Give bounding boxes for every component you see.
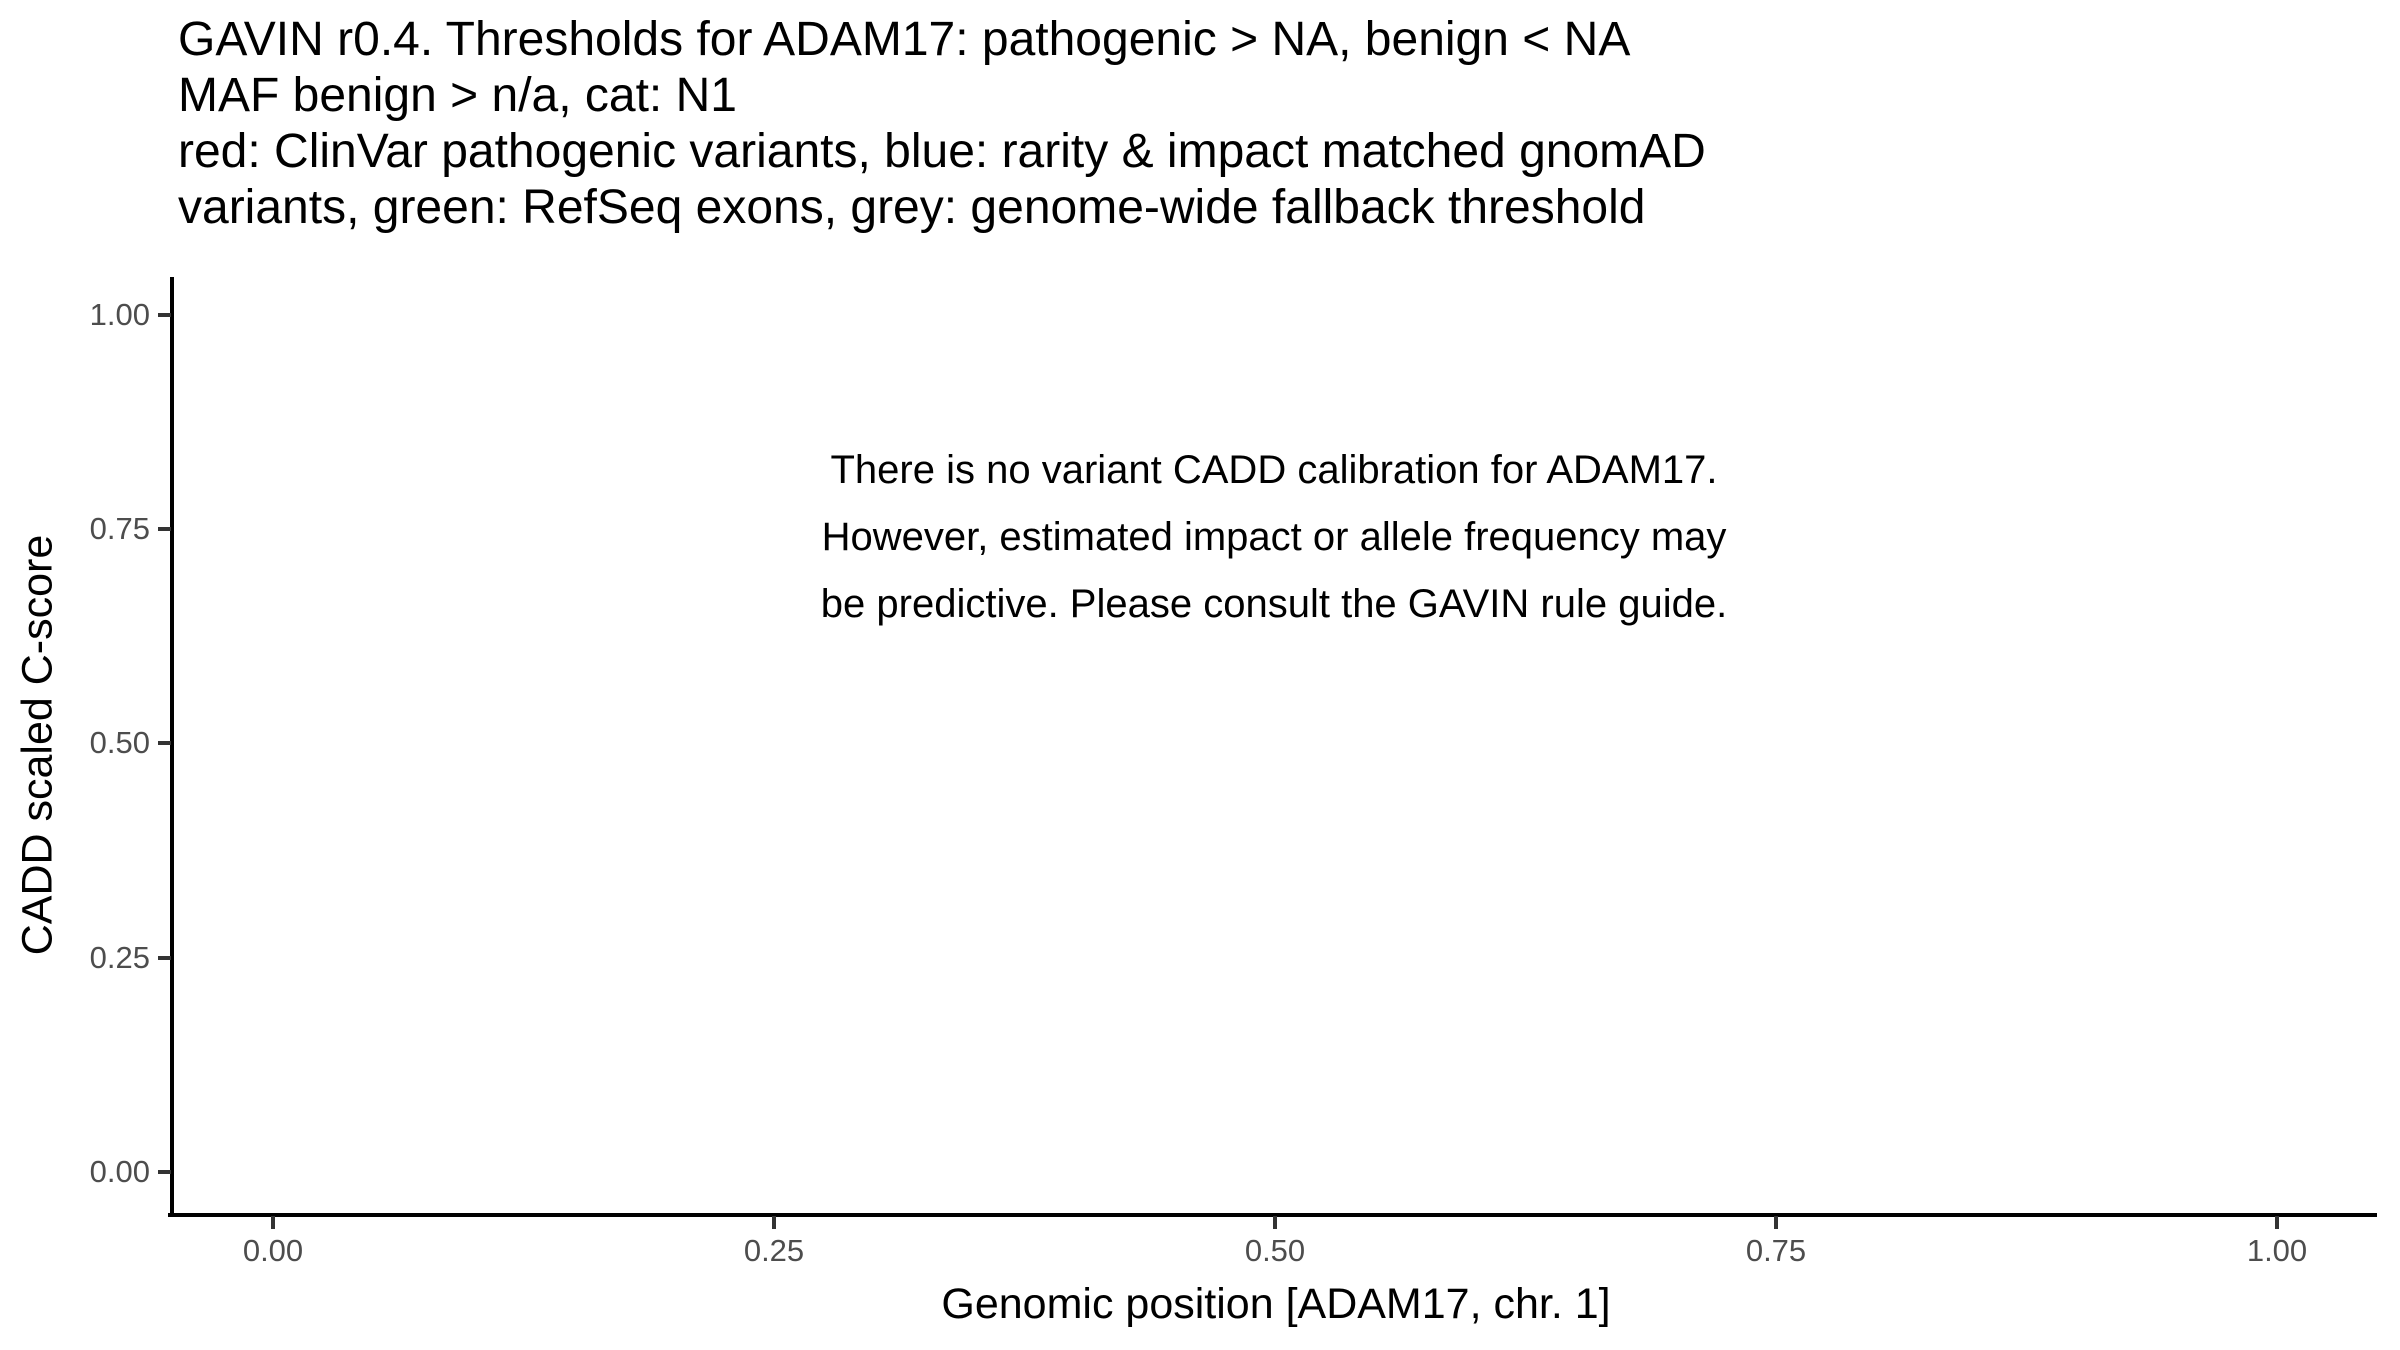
y-axis-tick-label: 1.00	[89, 297, 150, 332]
x-tick-mark	[1774, 1216, 1778, 1229]
y-tick-mark	[158, 527, 171, 531]
plot-title	[178, 12, 1706, 236]
plot-title-line-3: red: ClinVar pathogenic variants, blue: rarity & impact matched gnomAD	[178, 125, 1706, 178]
no-calibration-annotation	[624, 437, 1924, 638]
plot-title-line-1: GAVIN r0.4. Thresholds for ADAM17: pathogenic > NA, benign < NA	[178, 13, 1631, 66]
y-tick-mark	[158, 1170, 171, 1174]
y-axis-tick-label: 0.75	[89, 511, 150, 546]
y-tick-mark	[158, 741, 171, 745]
x-tick-mark	[1273, 1216, 1277, 1229]
annotation-line-1: There is no variant CADD calibration for ADAM17.	[830, 448, 1718, 492]
y-tick-mark	[158, 313, 171, 317]
y-tick-mark	[158, 956, 171, 960]
x-axis-tick-label: 0.25	[743, 1233, 805, 1268]
x-axis-tick-label: 0.00	[242, 1233, 304, 1268]
y-axis-tick-label: 0.25	[89, 940, 150, 975]
x-tick-mark	[772, 1216, 776, 1229]
y-axis-title: CADD scaled C-score	[13, 534, 62, 956]
plot-title-line-4: variants, green: RefSeq exons, grey: genome-wide fallback threshold	[178, 181, 1646, 234]
annotation-line-3: be predictive. Please consult the GAVIN rule guide.	[820, 582, 1728, 626]
x-axis-tick-label: 1.00	[2246, 1233, 2308, 1268]
x-axis-title: Genomic position [ADAM17, chr. 1]	[941, 1280, 1611, 1328]
x-axis-tick-label: 0.50	[1244, 1233, 1306, 1268]
plot-title-line-2: MAF benign > n/a, cat: N1	[178, 69, 737, 122]
y-axis-tick-label: 0.50	[89, 725, 150, 760]
x-axis-tick-label: 0.75	[1745, 1233, 1807, 1268]
y-axis-line	[170, 277, 174, 1217]
x-tick-mark	[271, 1216, 275, 1229]
y-axis-tick-label: 0.00	[89, 1154, 150, 1189]
annotation-line-2: However, estimated impact or allele frequency may	[821, 515, 1727, 559]
x-tick-mark	[2275, 1216, 2279, 1229]
